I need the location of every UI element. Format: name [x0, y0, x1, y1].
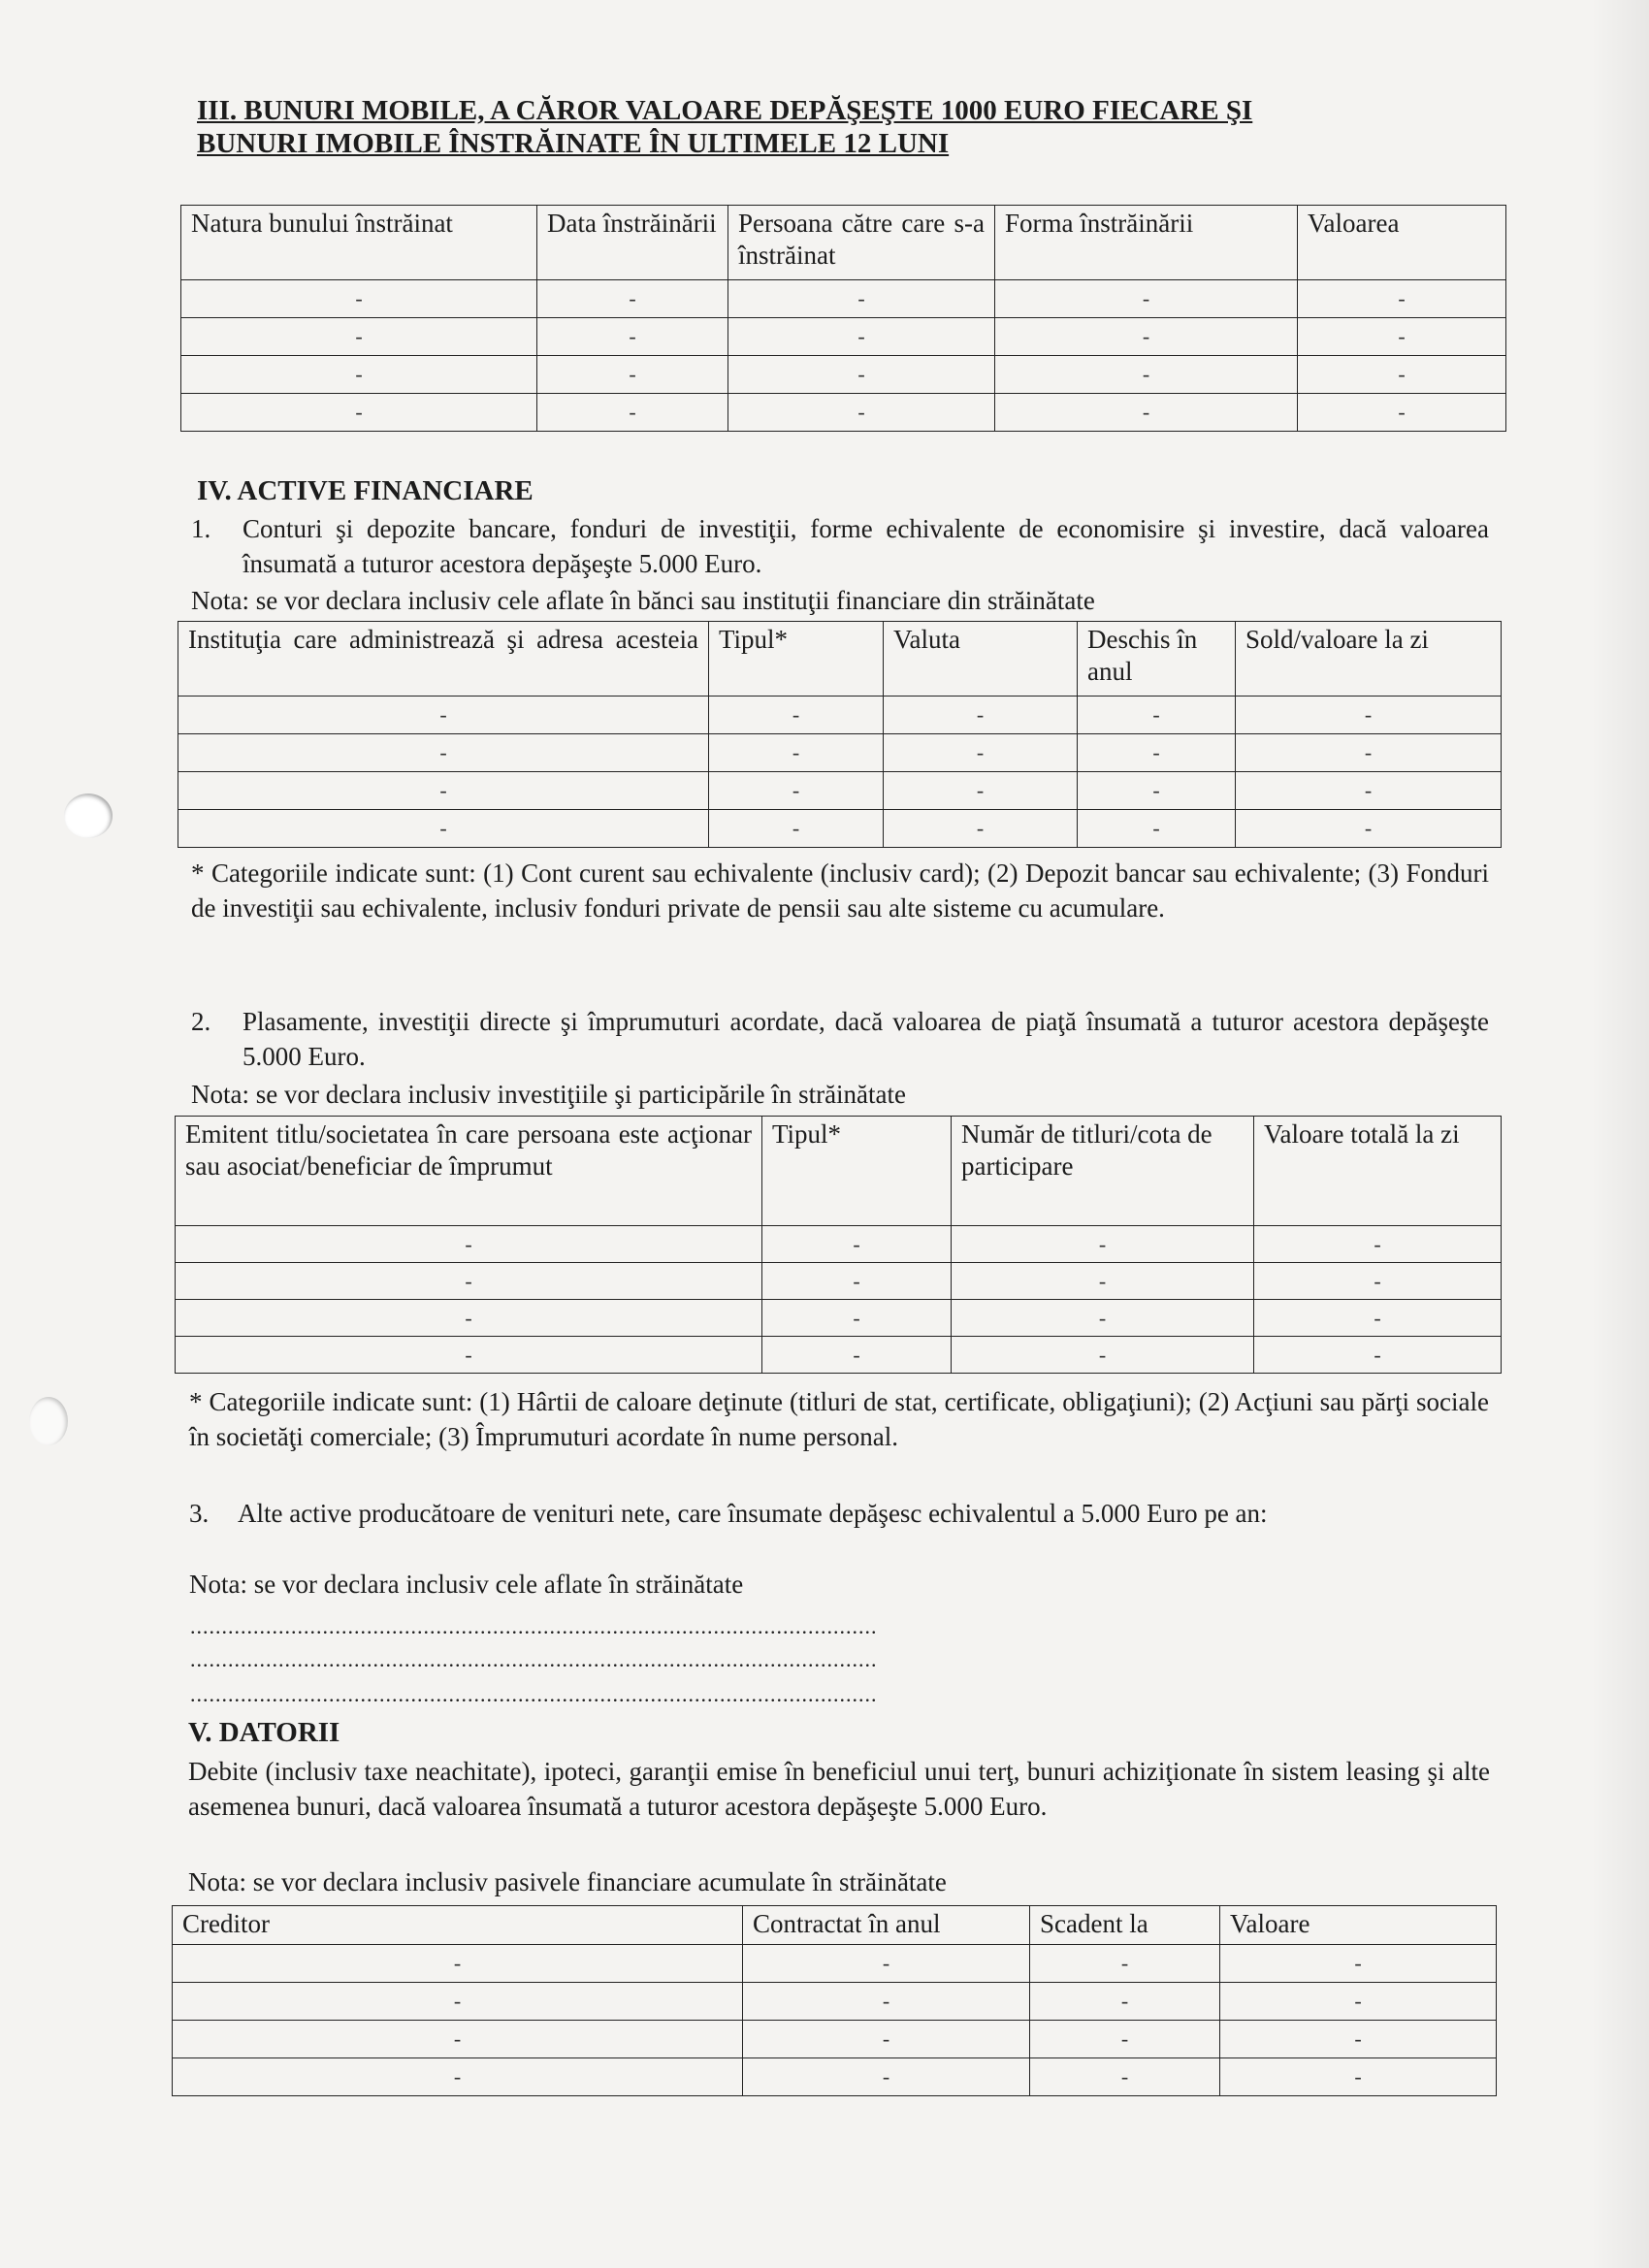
column-header: Tipul*	[762, 1117, 952, 1226]
table-cell: -	[762, 1337, 952, 1374]
column-header	[176, 1117, 762, 1226]
table-cell: -	[743, 1945, 1030, 1983]
table-cell: -	[1254, 1226, 1502, 1263]
table-cell: -	[1030, 1983, 1220, 2021]
fill-line: .............................................................................................................	[190, 1616, 878, 1637]
table-header-row	[178, 622, 1502, 697]
table-cell: -	[1078, 734, 1236, 772]
table-cell: -	[743, 2058, 1030, 2096]
table-cell: -	[743, 2021, 1030, 2058]
table-cell: -	[537, 318, 728, 356]
column-header: Forma înstrăinării	[995, 206, 1298, 280]
table-cell: -	[952, 1226, 1254, 1263]
item1-footnote: * Categoriile indicate sunt: (1) Cont curent sau echivalente (inclusiv card); (2) Depozit bancar sau echivalente; (3) Fonduri de investiţii sau echivalente, inclusiv fonduri private de pensii sau alte sisteme cu acumulare.	[191, 859, 1489, 923]
table-cell: -	[1298, 318, 1506, 356]
item2-number: 2.	[191, 1007, 211, 1036]
table-cell: -	[173, 1945, 743, 1983]
table-cell: -	[952, 1300, 1254, 1337]
table-row	[176, 1226, 1502, 1263]
item1-text: Conturi şi depozite bancare, fonduri de investiţii, forme echivalente de economisire şi investire, dacă valoarea însumată a tuturor acestora depăşeşte 5.000 Euro.	[242, 514, 1489, 578]
table-cell: -	[173, 2058, 743, 2096]
column-header: Data înstrăinării	[537, 206, 728, 280]
table-cell: -	[762, 1226, 952, 1263]
table-cell: -	[728, 356, 995, 394]
table-cell: -	[176, 1263, 762, 1300]
table-row	[173, 1983, 1497, 2021]
table-row	[178, 734, 1502, 772]
table-cell: -	[1030, 2058, 1220, 2096]
table-cell: -	[1254, 1300, 1502, 1337]
table-cell: -	[952, 1337, 1254, 1374]
column-header-text: Instituţia care administrează şi adresa acesteia	[188, 625, 698, 654]
table-cell: -	[181, 318, 537, 356]
item3-text: Alte active producătoare de venituri nete, care însumate depăşesc echivalentul a 5.000 Euro pe an:	[238, 1499, 1268, 1528]
item2-footnote: * Categoriile indicate sunt: (1) Hârtii de caloare deţinute (titluri de stat, certificate, obligaţiuni); (2) Acţiuni sau părţi sociale în societăţi comerciale; (3) Împrumuturi acordate în nume personal.	[189, 1387, 1489, 1451]
table-cell: -	[884, 810, 1078, 848]
table-cell: -	[1030, 1945, 1220, 1983]
table-cell: -	[176, 1226, 762, 1263]
table-header-row	[181, 206, 1506, 280]
item2-text: Plasamente, investiţii directe şi împrumuturi acordate, dacă valoarea de piaţă însumată a tuturor acestora depăşeşte 5.000 Euro.	[242, 1007, 1489, 1071]
table-cell: -	[728, 318, 995, 356]
column-header: Creditor	[173, 1906, 743, 1945]
column-header-text: Persoana către care s-a înstrăinat	[738, 209, 985, 270]
column-header: Deschis în anul	[1078, 622, 1236, 697]
table-cell: -	[537, 280, 728, 318]
table-cell: -	[995, 356, 1298, 394]
table-cell: -	[173, 2021, 743, 2058]
table-cell: -	[1236, 697, 1502, 734]
column-header: Contractat în anul	[743, 1906, 1030, 1945]
column-header: Valoare totală la zi	[1254, 1117, 1502, 1226]
table-cell: -	[1298, 394, 1506, 432]
table-cell: -	[181, 280, 537, 318]
table-cell: -	[178, 810, 709, 848]
column-header: Sold/valoare la zi	[1236, 622, 1502, 697]
investments-table	[175, 1116, 1502, 1374]
table-cell: -	[995, 280, 1298, 318]
item3-number: 3.	[189, 1499, 210, 1528]
table-row	[176, 1337, 1502, 1374]
table-cell: -	[1078, 697, 1236, 734]
column-header: Număr de titluri/cota de participare	[952, 1117, 1254, 1226]
table-cell: -	[762, 1263, 952, 1300]
table-row	[181, 394, 1506, 432]
table-cell: -	[537, 356, 728, 394]
table-cell: -	[178, 734, 709, 772]
table-cell: -	[178, 772, 709, 810]
punch-hole	[64, 794, 113, 838]
table-cell: -	[1030, 2021, 1220, 2058]
column-header: Valoarea	[1298, 206, 1506, 280]
table-cell: -	[1236, 772, 1502, 810]
column-header: Tipul*	[709, 622, 884, 697]
table-cell: -	[1078, 772, 1236, 810]
table-row	[173, 1945, 1497, 1983]
table-cell: -	[1254, 1337, 1502, 1374]
table-cell: -	[1298, 280, 1506, 318]
table-cell: -	[884, 772, 1078, 810]
table-header-row	[173, 1906, 1497, 1945]
table-cell: -	[1220, 1945, 1497, 1983]
table-cell: -	[995, 394, 1298, 432]
punch-hole	[29, 1397, 68, 1445]
table-cell: -	[743, 1983, 1030, 2021]
table-row	[178, 697, 1502, 734]
table-row	[173, 2021, 1497, 2058]
item1-number: 1.	[191, 514, 211, 543]
table-cell: -	[952, 1263, 1254, 1300]
fill-line: .............................................................................................................	[190, 1649, 878, 1670]
section5-text: Debite (inclusiv taxe neachitate), ipoteci, garanţii emise în beneficiul unui terţ, bunuri achiziţionate în sistem leasing şi alte asemenea bunuri, dacă valoarea însumată a tuturor acestora depăşeşte 5.000 Euro.	[188, 1757, 1490, 1821]
accounts-table	[178, 621, 1502, 848]
table-cell: -	[1236, 810, 1502, 848]
page-edge-shadow	[1591, 0, 1649, 2268]
column-header-text: Emitent titlu/societatea în care persoana este acţionar sau asociat/beneficiar de împrumut	[185, 1119, 752, 1181]
debts-table	[172, 1905, 1497, 2096]
table-cell: -	[728, 394, 995, 432]
table-cell: -	[537, 394, 728, 432]
table-cell: -	[709, 734, 884, 772]
item1-note: Nota: se vor declara inclusiv cele aflate în bănci sau instituţii financiare din străinătate	[191, 586, 1095, 615]
table-row	[181, 356, 1506, 394]
table-cell: -	[709, 810, 884, 848]
table-cell: -	[178, 697, 709, 734]
table-cell: -	[884, 734, 1078, 772]
column-header: Valoare	[1220, 1906, 1497, 1945]
section5-note: Nota: se vor declara inclusiv pasivele financiare acumulate în străinătate	[188, 1867, 947, 1896]
table-cell: -	[1078, 810, 1236, 848]
item2-note: Nota: se vor declara inclusiv investiţiile şi participările în străinătate	[191, 1080, 907, 1109]
column-header: Scadent la	[1030, 1906, 1220, 1945]
column-header: Natura bunului înstrăinat	[181, 206, 537, 280]
table-cell: -	[1298, 356, 1506, 394]
table-row	[178, 810, 1502, 848]
section3-title-line2: BUNURI IMOBILE ÎNSTRĂINATE ÎN ULTIMELE 12 LUNI	[197, 128, 950, 159]
table-cell: -	[1220, 2058, 1497, 2096]
table-row	[178, 772, 1502, 810]
column-header	[728, 206, 995, 280]
table-cell: -	[995, 318, 1298, 356]
table-cell: -	[1254, 1263, 1502, 1300]
table-cell: -	[1236, 734, 1502, 772]
column-header	[178, 622, 709, 697]
table-row	[173, 2058, 1497, 2096]
table-cell: -	[181, 394, 537, 432]
table-cell: -	[709, 772, 884, 810]
table-row	[176, 1263, 1502, 1300]
table-row	[181, 318, 1506, 356]
section5-title: V. DATORII	[188, 1717, 340, 1748]
table-cell: -	[709, 697, 884, 734]
table-cell: -	[1220, 1983, 1497, 2021]
table-cell: -	[181, 356, 537, 394]
table-header-row	[176, 1117, 1502, 1226]
table-cell: -	[762, 1300, 952, 1337]
table-cell: -	[884, 697, 1078, 734]
table-cell: -	[176, 1300, 762, 1337]
section3-table	[180, 205, 1506, 432]
table-cell: -	[728, 280, 995, 318]
item3-note: Nota: se vor declara inclusiv cele aflate în străinătate	[189, 1570, 744, 1599]
table-row	[176, 1300, 1502, 1337]
section4-title: IV. ACTIVE FINANCIARE	[197, 475, 534, 506]
table-cell: -	[176, 1337, 762, 1374]
section3-title-line1: III. BUNURI MOBILE, A CĂROR VALOARE DEPĂŞEŞTE 1000 EURO FIECARE ŞI	[197, 95, 1253, 126]
table-row	[181, 280, 1506, 318]
table-cell: -	[1220, 2021, 1497, 2058]
column-header: Valuta	[884, 622, 1078, 697]
fill-line: .............................................................................................................	[190, 1684, 878, 1705]
table-cell: -	[173, 1983, 743, 2021]
